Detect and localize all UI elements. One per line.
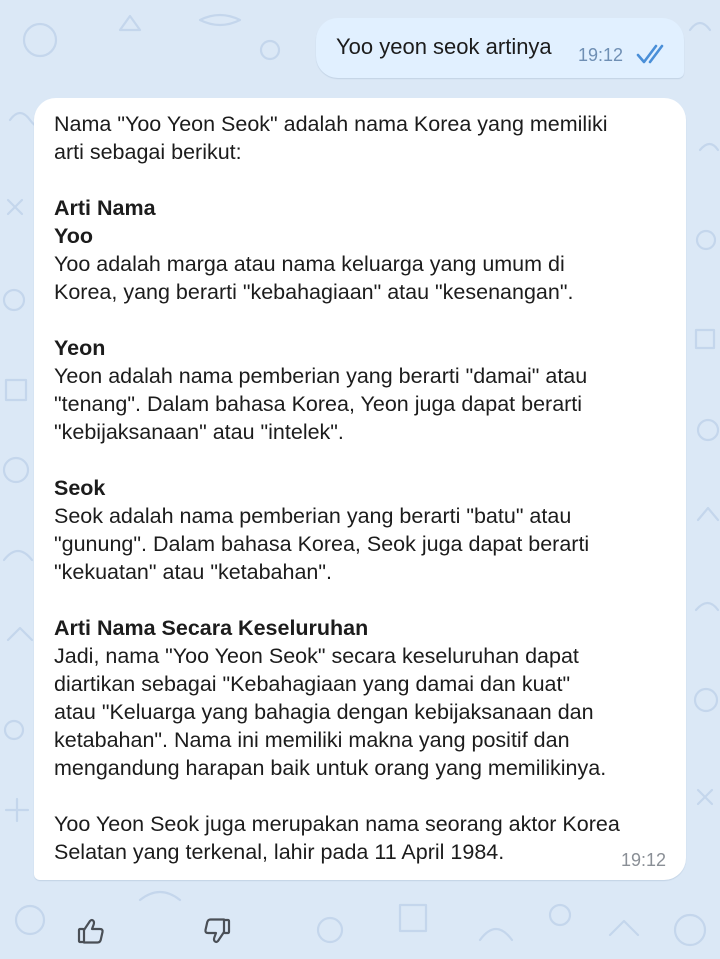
double-check-icon bbox=[636, 43, 670, 65]
message-heading: Arti Nama bbox=[54, 196, 156, 220]
message-line: atau "Keluarga yang bahagia dengan kebijaksanaan dan bbox=[54, 700, 594, 724]
incoming-message-time: 19:12 bbox=[621, 850, 667, 870]
message-line: "tenang". Dalam bahasa Korea, Yeon juga dapat berarti bbox=[54, 392, 583, 416]
message-line: Yoo Yeon Seok juga merupakan nama seorang aktor Korea bbox=[54, 812, 620, 836]
message-heading: Arti Nama Secara Keseluruhan bbox=[54, 616, 369, 640]
message-line: Seok adalah nama pemberian yang berarti "batu" atau bbox=[54, 504, 572, 528]
message-heading: Seok bbox=[54, 476, 106, 500]
outgoing-message-bubble[interactable] bbox=[316, 18, 684, 78]
like-button[interactable] bbox=[64, 904, 118, 958]
outgoing-message-text: Yoo yeon seok artinya bbox=[336, 34, 552, 59]
message-line: arti sebagai berikut: bbox=[54, 140, 242, 164]
message-line: Jadi, nama "Yoo Yeon Seok" secara keseluruhan dapat bbox=[54, 644, 579, 668]
incoming-message-bubble[interactable] bbox=[34, 98, 686, 880]
message-heading: Yoo bbox=[54, 224, 94, 248]
outgoing-message-time: 19:12 bbox=[578, 45, 624, 65]
message-line bbox=[54, 306, 676, 334]
message-line: "kekuatan" atau "ketabahan". bbox=[54, 560, 332, 584]
dislike-button[interactable] bbox=[190, 904, 244, 958]
message-line: "gunung". Dalam bahasa Korea, Seok juga dapat berarti bbox=[54, 532, 590, 556]
message-line bbox=[54, 446, 676, 474]
thumbs-up-icon bbox=[76, 916, 106, 946]
message-line bbox=[54, 586, 676, 614]
message-line: ketabahan". Nama ini memiliki makna yang positif dan bbox=[54, 728, 570, 752]
message-heading: Yeon bbox=[54, 336, 106, 360]
message-line: Yeon adalah nama pemberian yang berarti "damai" atau bbox=[54, 364, 588, 388]
message-line: "kebijaksanaan" atau "intelek". bbox=[54, 420, 344, 444]
message-line bbox=[54, 782, 676, 810]
message-line: Korea, yang berarti "kebahagiaan" atau "kesenangan". bbox=[54, 280, 574, 304]
message-line: mengandung harapan baik untuk orang yang memilikinya. bbox=[54, 756, 607, 780]
message-line: Nama "Yoo Yeon Seok" adalah nama Korea yang memiliki bbox=[54, 112, 608, 136]
message-line: diartikan sebagai "Kebahagiaan yang damai dan kuat" bbox=[54, 672, 571, 696]
thumbs-down-icon bbox=[202, 916, 232, 946]
message-line: Yoo adalah marga atau nama keluarga yang umum di bbox=[54, 252, 565, 276]
incoming-message-text bbox=[54, 110, 676, 866]
message-line: Selatan yang terkenal, lahir pada 11 April 1984. bbox=[54, 840, 505, 864]
message-line bbox=[54, 166, 676, 194]
